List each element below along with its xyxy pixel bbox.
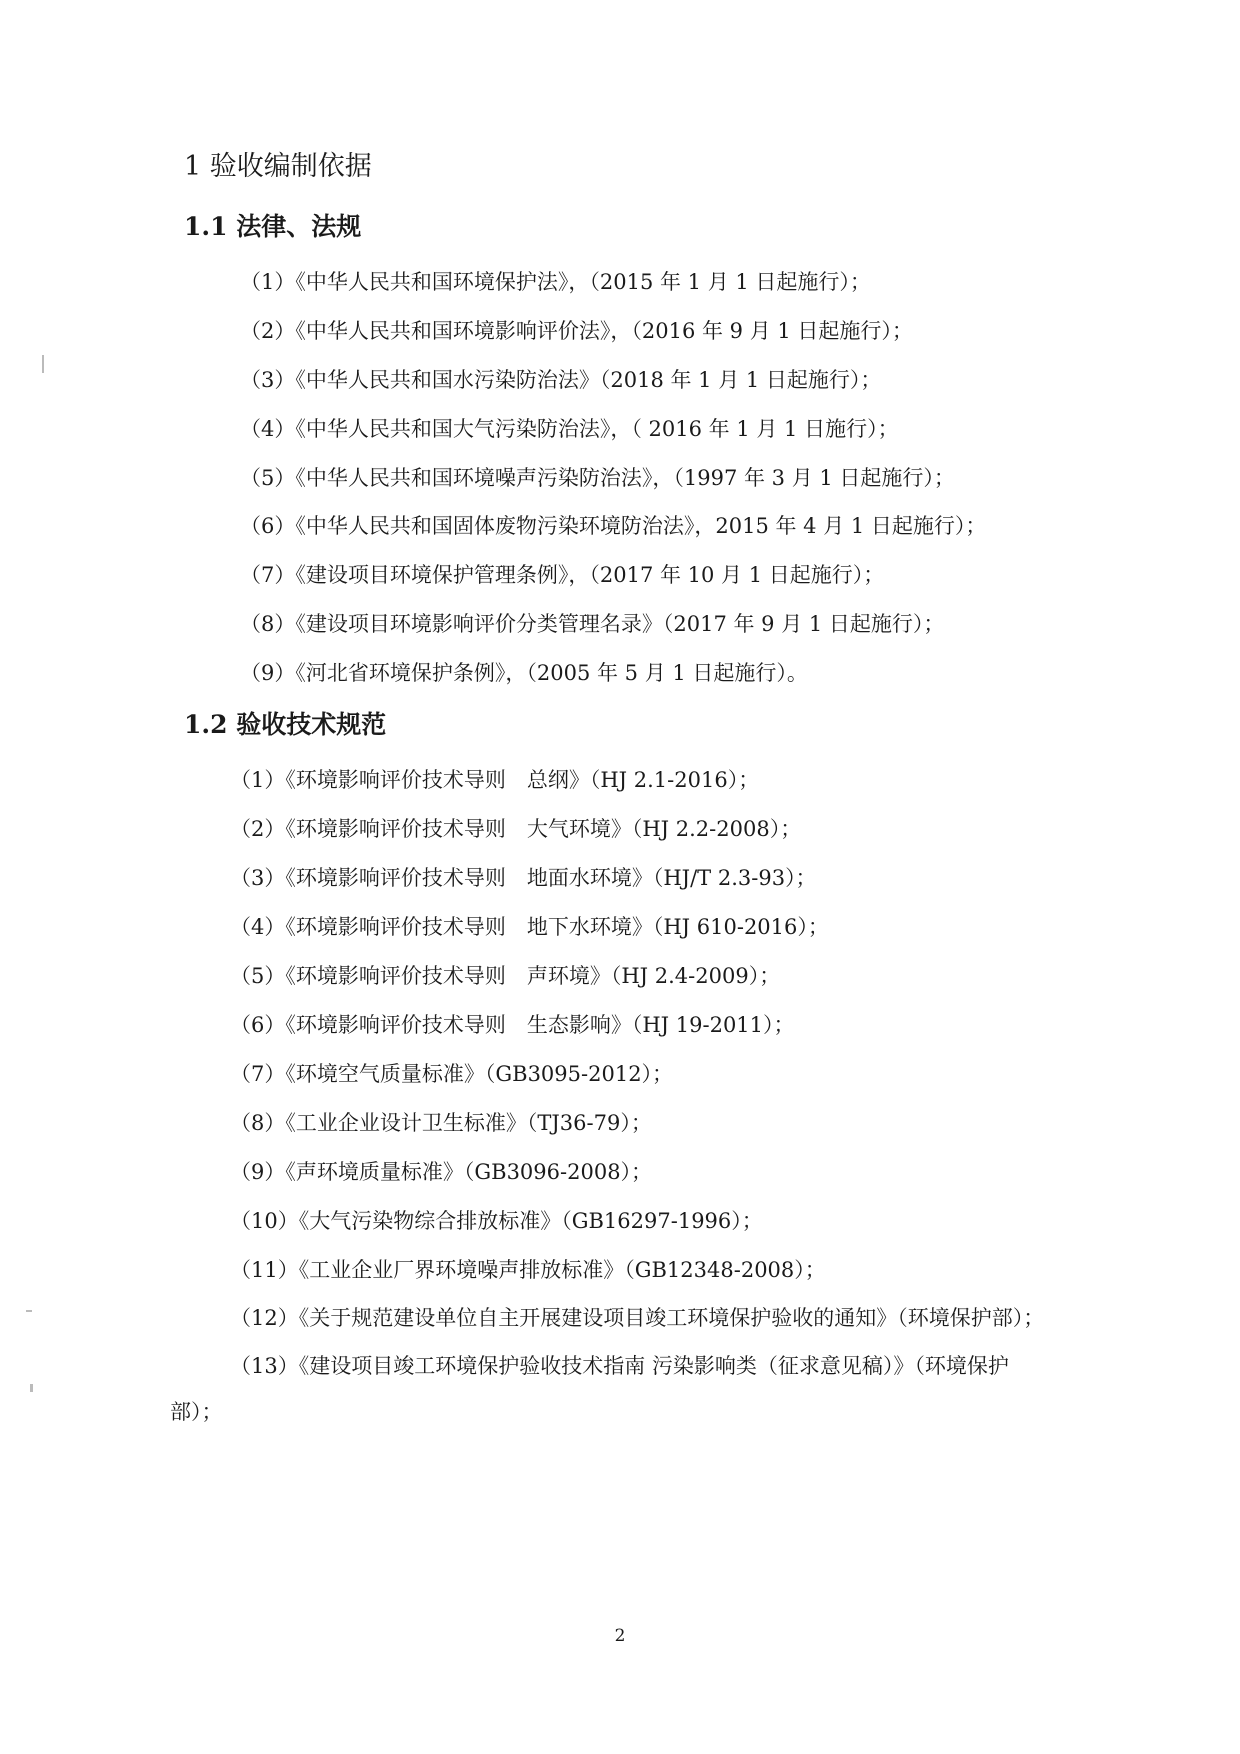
list-item: （8）《工业企业设计卫生标准》（TJ36-79）；: [230, 1111, 652, 1135]
list-item: （2）《环境影响评价技术导则 大气环境》（HJ 2.2-2008）；: [230, 817, 802, 841]
list-item: （5）《环境影响评价技术导则 声环境》（HJ 2.4-2009）；: [230, 964, 781, 988]
list-item: （6）《中华人民共和国固体废物污染环境防治法》，2015 年 4 月 1 日起施行）；: [240, 514, 987, 538]
list-item: （9）《河北省环境保护条例》，（2005 年 5 月 1 日起施行）。: [240, 661, 808, 685]
list-item: （8）《建设项目环境影响评价分类管理名录》（2017 年 9 月 1 日起施行）；: [240, 612, 945, 636]
tech-specs-list: [170, 756, 1070, 1435]
list-item: （3）《环境影响评价技术导则 地面水环境》（HJ/T 2.3-93）；: [230, 866, 817, 890]
list-item: （2）《中华人民共和国环境影响评价法》，（2016 年 9 月 1 日起施行）；: [240, 319, 913, 343]
scan-artifact: [26, 1310, 32, 1312]
list-item: （7）《建设项目环境保护管理条例》，（2017 年 10 月 1 日起施行）；: [240, 563, 885, 587]
list-item: （13）《建设项目竣工环境保护验收技术指南 污染影响类（征求意见稿）》（环境保护部）；: [170, 1354, 1009, 1424]
list-item: （7）《环境空气质量标准》（GB3095-2012）；: [230, 1062, 674, 1086]
list-item: （4）《中华人民共和国大气污染防治法》，（ 2016 年 1 月 1 日施行）；: [240, 417, 899, 441]
list-item: （1）《环境影响评价技术导则 总纲》（HJ 2.1-2016）；: [230, 768, 760, 792]
scan-artifact: [30, 1384, 33, 1392]
list-item: （11）《工业企业厂界环境噪声排放标准》（GB12348-2008）；: [230, 1258, 826, 1282]
list-item: （5）《中华人民共和国环境噪声污染防治法》，（1997 年 3 月 1 日起施行）；: [240, 466, 955, 490]
laws-list: [170, 258, 1070, 698]
list-item: （4）《环境影响评价技术导则 地下水环境》（HJ 610-2016）；: [230, 915, 829, 939]
section-heading-tech-specs: 1.2 验收技术规范: [184, 710, 387, 739]
list-item: （9）《声环境质量标准》（GB3096-2008）；: [230, 1160, 653, 1184]
list-item: （12）《关于规范建设单位自主开展建设项目竣工环境保护验收的通知》（环境保护部）；: [230, 1306, 1045, 1330]
document-body: [170, 150, 1070, 1437]
list-item: （3）《中华人民共和国水污染防治法》（2018 年 1 月 1 日起施行）；: [240, 368, 882, 392]
section-heading-laws: 1.1 法律、法规: [184, 212, 362, 241]
list-item: （6）《环境影响评价技术导则 生态影响》（HJ 19-2011）；: [230, 1013, 795, 1037]
list-item: （10）《大气污染物综合排放标准》（GB16297-1996）；: [230, 1209, 763, 1233]
list-item: （1）《中华人民共和国环境保护法》，（2015 年 1 月 1 日起施行）；: [240, 270, 871, 294]
chapter-title: 1 验收编制依据: [184, 151, 372, 182]
scan-artifact: [42, 355, 44, 373]
page-number: 2: [614, 1626, 626, 1646]
